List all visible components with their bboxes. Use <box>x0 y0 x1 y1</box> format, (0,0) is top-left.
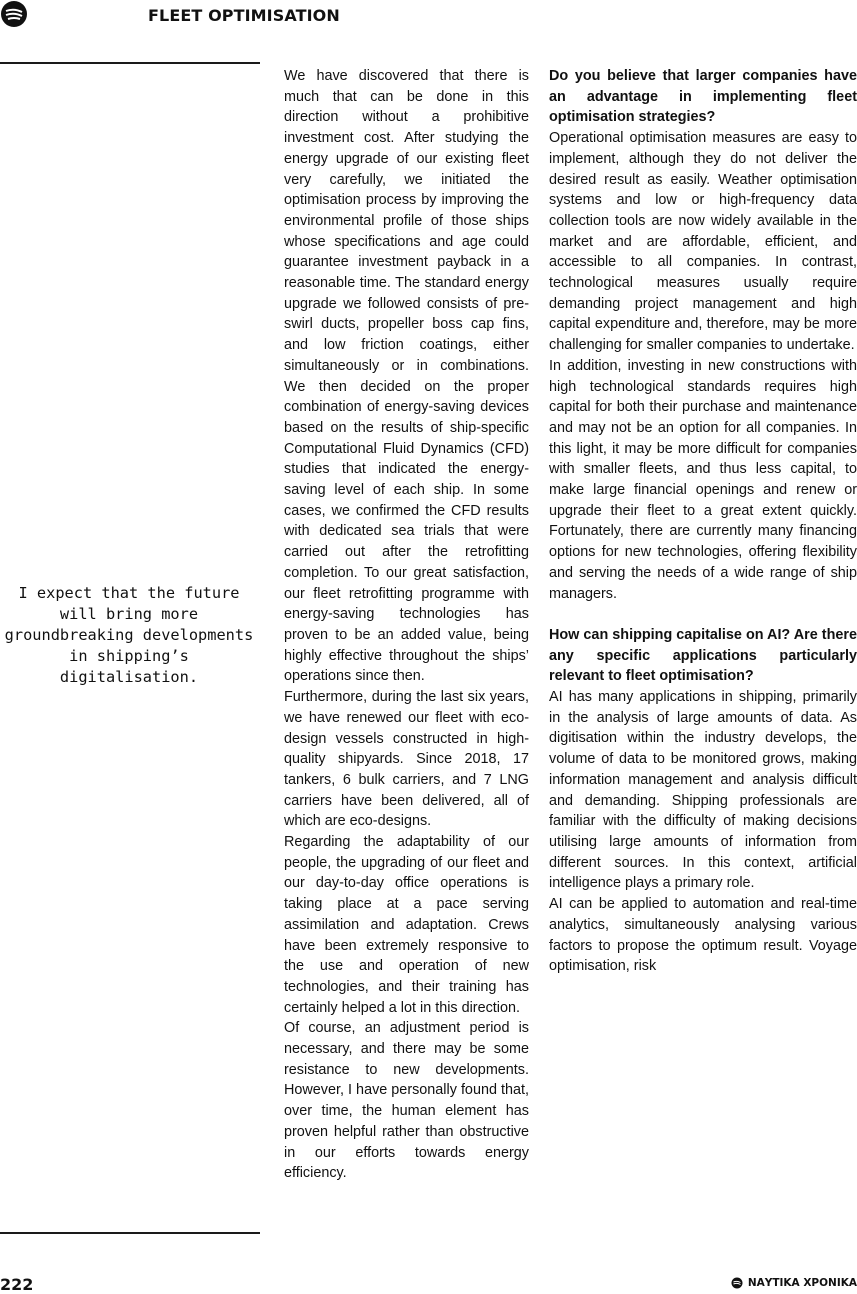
section-title: FLEET OPTIMISATION <box>148 6 340 25</box>
pull-quote: I expect that the future will bring more groundbreaking developments in shipping’s digitalisation. <box>4 584 254 686</box>
brand-logo-icon <box>731 1277 743 1289</box>
quote-top-rule <box>0 62 260 64</box>
paragraph: Furthermore, during the last six years, we have renewed our fleet with eco-design vessels constructed in high-quality shipyards. Since 2018, 17 tankers, 6 bulk carriers, and 7 LNG carriers have been delivered, all of which are eco-designs. <box>284 689 529 830</box>
interview-question: Do you believe that larger companies have an advantage in implementing fleet optimisation strategies? <box>549 68 857 126</box>
paragraph: Of course, an adjustment period is necessary, and there may be some resistance to new developments. However, I have personally found that, over time, the human element has proven helpful rather than obstructive in our efforts towards energy efficiency. <box>284 1020 529 1182</box>
answer-paragraph: Operational optimisation measures are easy to implement, although they do not deliver the desired result as easily. Weather optimisation systems and low or high-frequency data collection tools are now widely available in the market and are affordable, efficient, and accessible to all companies. In contrast, technological measures usually require demanding project management and high capital expenditure and, therefore, may be more challenging for smaller companies to undertake. <box>549 130 857 354</box>
answer-paragraph: AI has many applications in shipping, primarily in the analysis of large amounts of data. As digitisation within the industry develops, the volume of data to be monitored grows, making information management and analysis difficult and demanding. Shipping professionals are familiar with the difficulty of making decisions utilising large amounts of information from different sources. In this context, artificial intelligence plays a primary role. <box>549 689 857 892</box>
interview-question: How can shipping capitalise on AI? Are there any specific applications particularly relevant to fleet optimisation? <box>549 626 857 685</box>
paragraph: Regarding the adaptability of our people, the upgrading of our fleet and our day-to-day office operations is taking place at a pace serving assimilation and adaptation. Crews have been extremely responsive to the use and operation of new technologies, and their training has certainly helped a lot in this direction. <box>284 834 529 1016</box>
publication-logo-icon <box>0 0 28 28</box>
publication-name: ΝΑΥΤΙΚΑ ΧΡΟΝΙΚΑ <box>747 1277 857 1289</box>
body-column-middle <box>284 66 529 1184</box>
page-number: 222 <box>0 1275 34 1294</box>
answer-paragraph: In addition, investing in new constructions with high technological standards requires high capital for both their purchase and maintenance and may not be an option for all companies. In this light, it may be more difficult for companies with smaller fleets, and thus less capital, to make large financial openings and renew or upgrade their fleet to a great extent quickly. Fortunately, there are currently many financing options for new technologies, offering flexibility and serving the needs of a wide range of ship managers. <box>549 357 857 602</box>
answer-paragraph: AI can be applied to automation and real-time analytics, simultaneously analysing various factors to propose the optimum result. Voyage optimisation, risk <box>549 896 857 975</box>
quote-bottom-rule <box>0 1232 260 1234</box>
publication-brand <box>731 1277 857 1289</box>
body-column-right <box>549 66 857 977</box>
paragraph: We have discovered that there is much that can be done in this direction without a prohibitive investment cost. After studying the energy upgrade of our existing fleet very carefully, we initiated the optimisation process by improving the environmental profile of those ships whose specifications and age could guarantee investment payback in a reasonable time. The standard energy upgrade we followed consists of pre-swirl ducts, propeller boss cap fins, and low friction coatings, either simultaneously or in combinations. We then decided on the proper combination of energy-saving devices based on the results of ship-specific Computational Fluid Dynamics (CFD) studies that indicated the energy-saving level of each ship. In some cases, we confirmed the CFD results with dedicated sea trials that were carried out after the retrofitting completion. To our great satisfaction, our fleet retrofitting programme with energy-saving technologies has proven to be an added value, being highly effective throughout the ships’ operations since then. <box>284 68 529 685</box>
